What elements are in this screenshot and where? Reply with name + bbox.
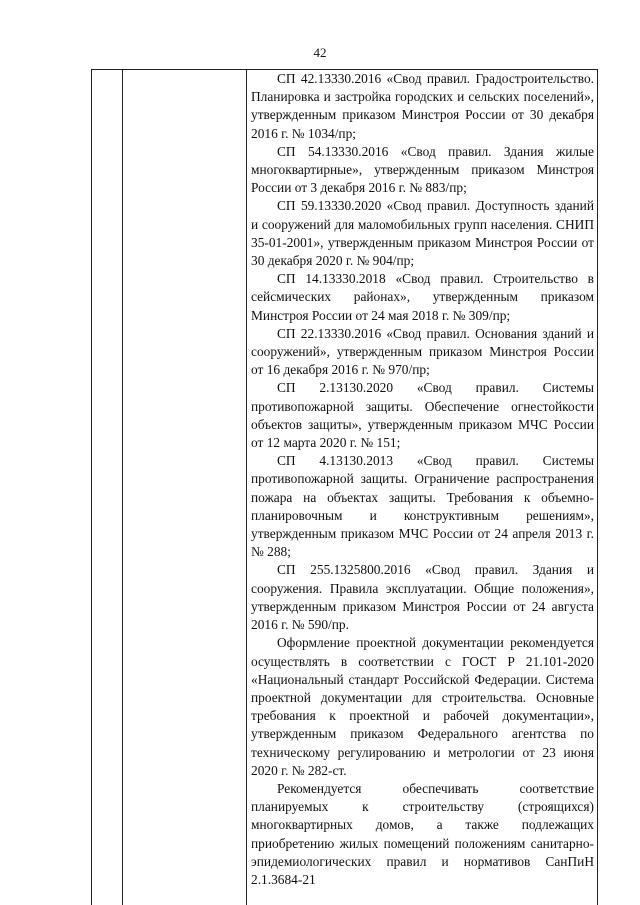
paragraph-sp-14: СП 14.13330.2018 «Свод правил. Строительство в сейсмических районах», утвержденным приказом Минстроя России от 24 мая 2018 г. № 309/пр; xyxy=(251,271,594,323)
paragraph-sp-42: СП 42.13330.2016 «Свод правил. Градостроительство. Планировка и застройка городских и сельских поселений», утвержденным приказом Минстроя России от 30 декабря 2016 г. № 1034/пр; xyxy=(251,71,594,141)
paragraph-sp-22: СП 22.13330.2016 «Свод правил. Основания зданий и сооружений», утвержденным приказом Минстроя России от 16 декабря 2016 г. № 970/пр; xyxy=(251,325,594,378)
paragraph-sp-59: СП 59.13330.2020 «Свод правил. Доступность зданий и сооружений для маломобильных групп населения. СНИП 35-01-2001», утвержденным приказом Минстроя России от 30 декабря 2020 г. № 904/пр; xyxy=(251,198,594,269)
paragraph-sp-255: СП 255.1325800.2016 «Свод правил. Здания и сооружения. Правила эксплуатации. Общие положения», утвержденным приказом Минстроя России от 24 августа 2016 г. № 590/пр. xyxy=(251,562,594,633)
page-number: 42 xyxy=(313,45,327,60)
paragraph-sp-4: СП 4.13130.2013 «Свод правил. Системы противопожарной защиты. Ограничение распространения пожара на объектах защиты. Требования к объемно-планировочным и конструктивным решениям», утвержденным приказом МЧС России от 24 апреля 2013 г. № 288; xyxy=(251,453,594,560)
column-divider-2 xyxy=(246,70,247,905)
content-cell xyxy=(251,70,594,889)
column-divider-1 xyxy=(122,70,123,905)
paragraph-design-docs: Оформление проектной документации рекомендуется осуществлять в соответствии с ГОСТ Р 21.101-2020 «Национальный стандарт Российской Федерации. Система проектной документации для строительства. Основные требования к проектной и рабочей документации», утвержденным приказом Федерального агентства по техническому регулированию и метрологии от 23 июня 2020 г. № 282-ст. xyxy=(251,635,594,778)
paragraph-sp-2: СП 2.13130.2020 «Свод правил. Системы противопожарной защиты. Обеспечение огнестойкости объектов защиты», утвержденным приказом МЧС России от 12 марта 2020 г. № 151; xyxy=(251,380,594,451)
paragraph-sanitary-rules: Рекомендуется обеспечивать соответствие планируемых к строительству (строящихся) многоквартирных домов, а также подлежащих приобретению жилых помещений положениям санитарно-эпидемиологических правил и нормативов СанПиН 2.1.3684-21 xyxy=(251,780,594,887)
document-table xyxy=(91,69,598,905)
paragraph-sp-54: СП 54.13330.2016 «Свод правил. Здания жилые многоквартирные», утвержденным приказом Минстроя России от 3 декабря 2016 г. № 883/пр; xyxy=(251,143,594,196)
